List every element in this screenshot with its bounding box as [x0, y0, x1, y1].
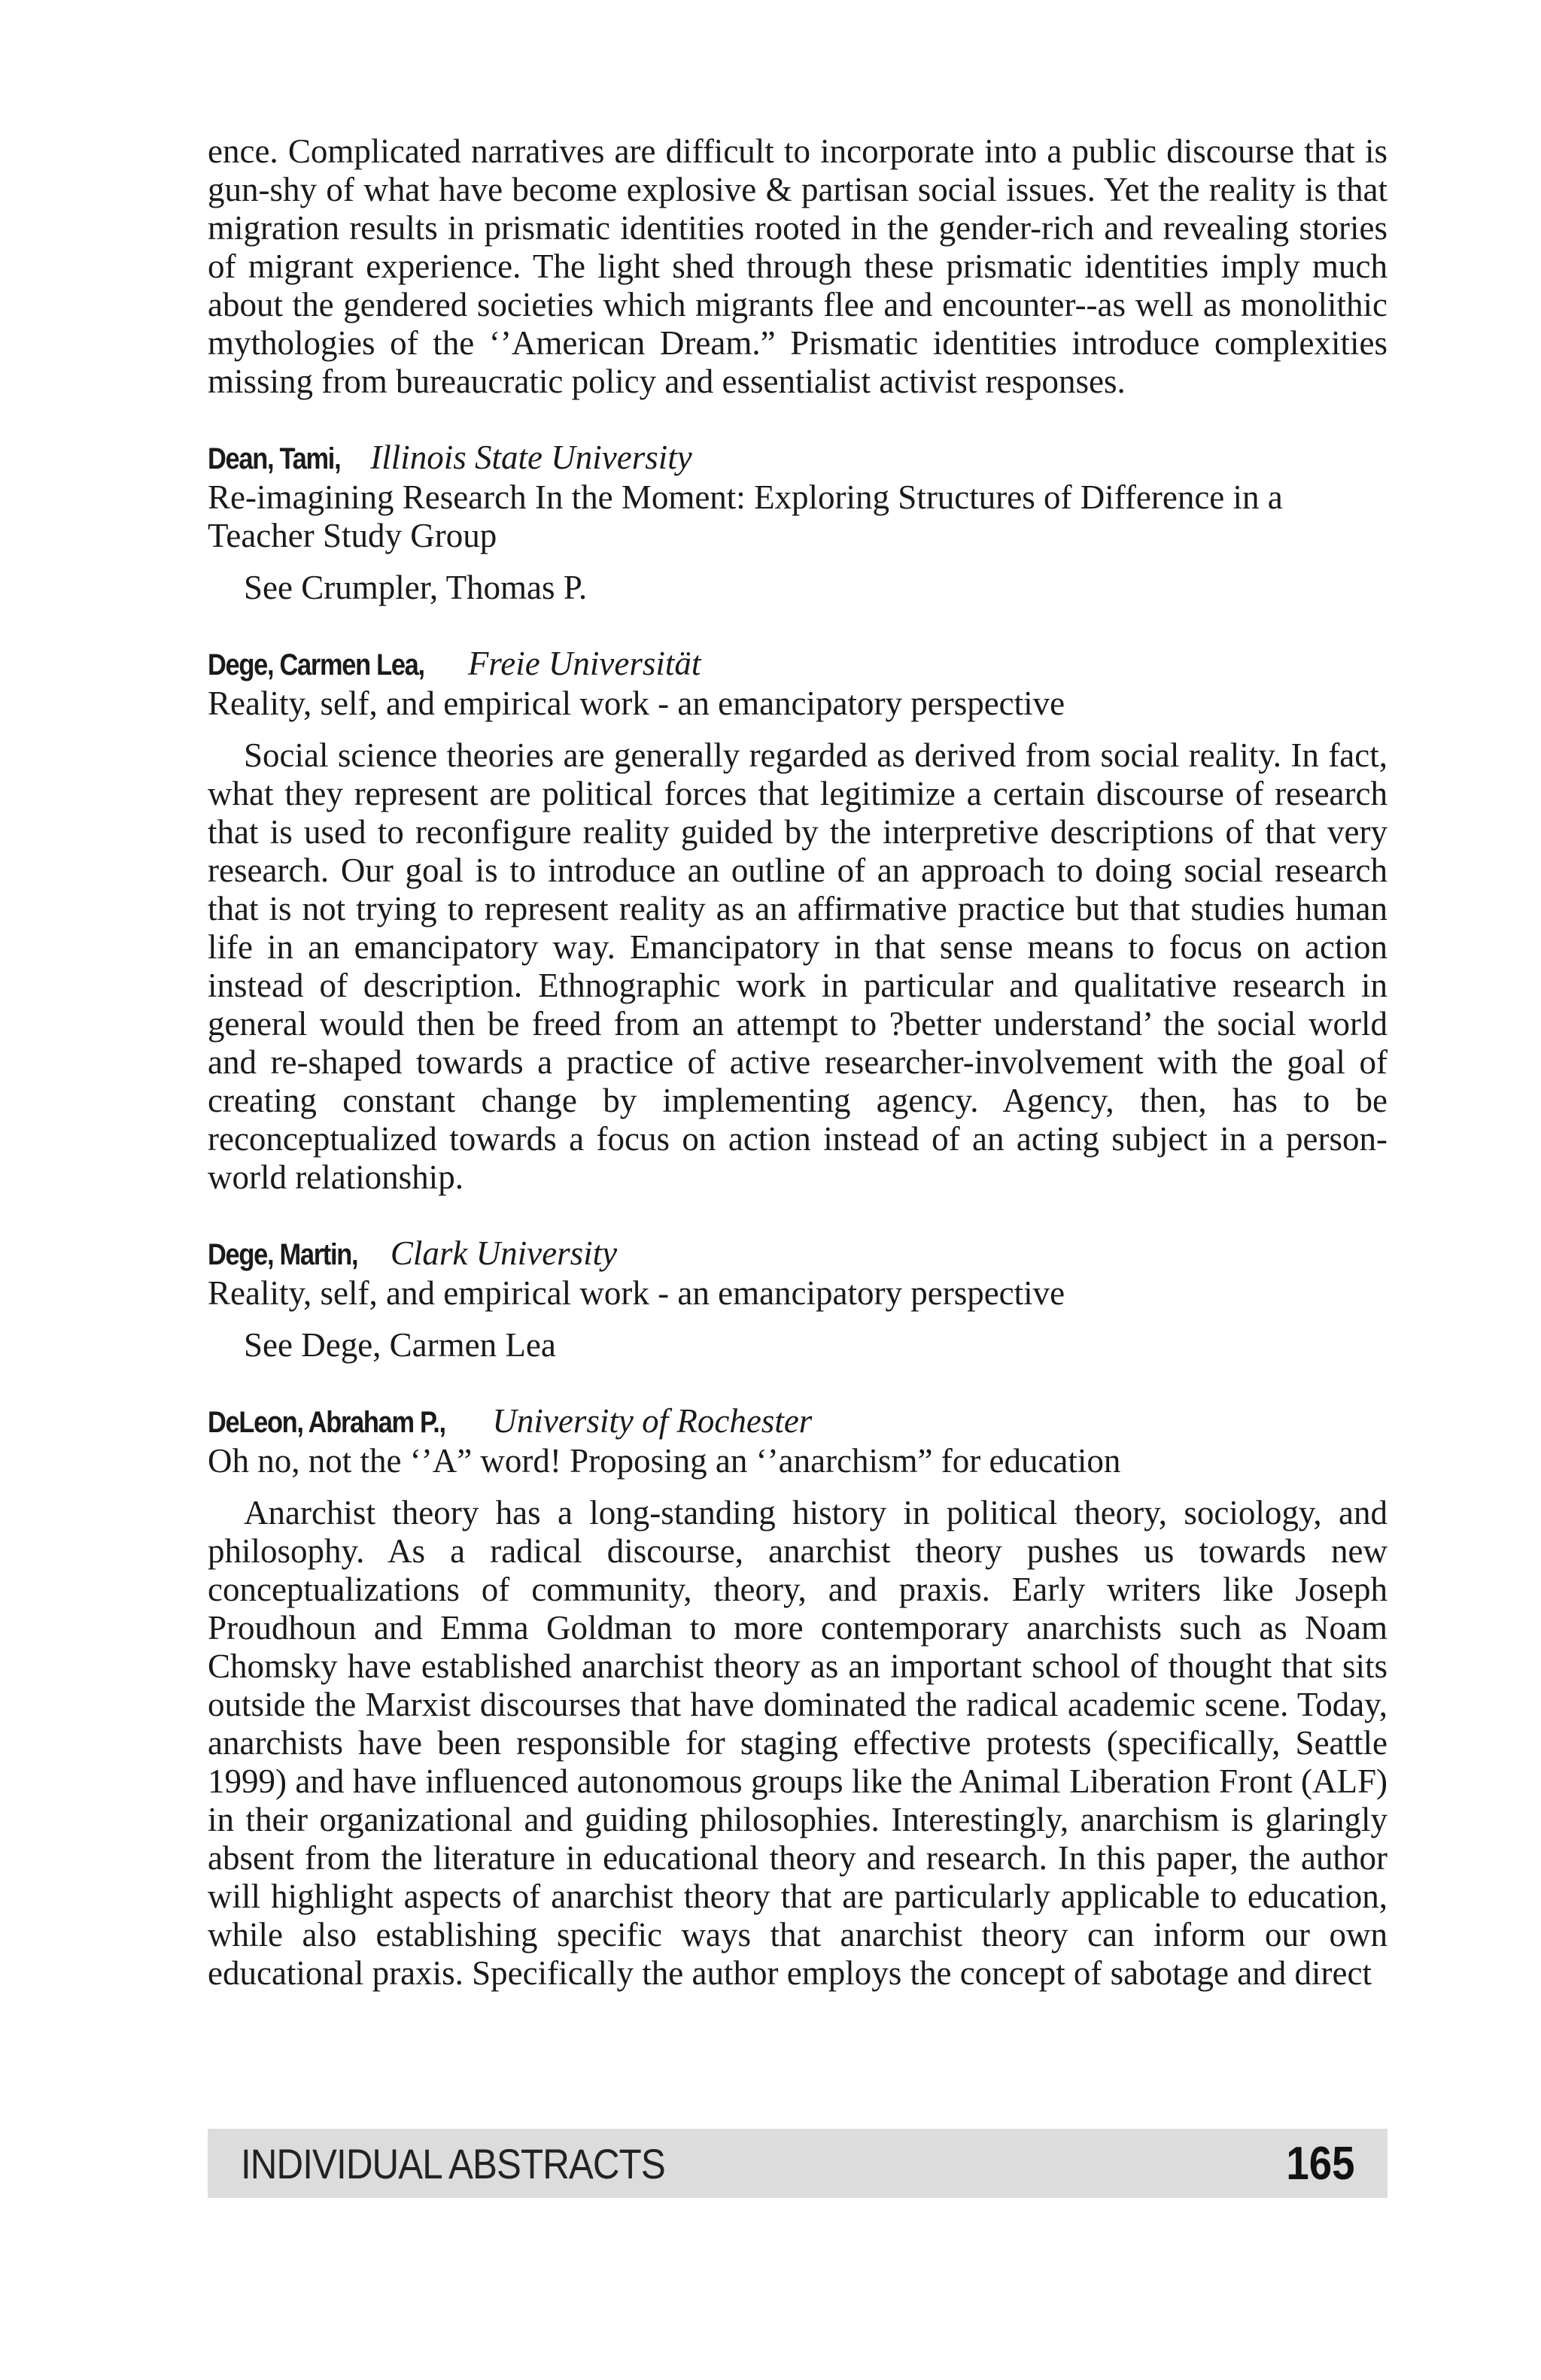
author-line [208, 1234, 1388, 1274]
page-number: 165 [1285, 2137, 1354, 2190]
author-affiliation: University of Rochester [492, 1402, 813, 1440]
abstract-title: Re-imagining Research In the Moment: Exploring Structures of Difference in a Teacher Study Group [208, 478, 1283, 554]
author-name: Dean, Tami, [208, 442, 341, 475]
author-line [208, 439, 1388, 478]
page-content [208, 132, 1388, 1993]
author-affiliation: Freie Universität [467, 645, 701, 682]
continued-abstract-paragraph: ence. Complicated narratives are difficult to incorporate into a public discourse that is gun-shy of what have become explosive & partisan social issues. Yet the reality is that migration results in prismatic identities rooted in the gender-rich and revealing stories of migrant experience. The light shed through these prismatic identities imply much about the gendered societies which migrants flee and encounter--as well as monolithic mythologies of the ‘’American Dream.” Prismatic identities introduce complexities missing from bureaucratic policy and essentialist activist responses. [208, 132, 1388, 400]
abstract-entry [208, 1234, 1388, 1365]
see-reference: See Crumpler, Thomas P. [244, 569, 588, 606]
abstract-body: Social science theories are generally regarded as derived from social reality. In fact, what they represent are political forces that legitimize a certain discourse of research that is used to reconfigure reality guided by the interpretive descriptions of that very research. Our goal is to introduce an outline of an approach to doing social research that is not trying to represent reality as an affirmative practice but that studies human life in an emancipatory way. Emancipatory in that sense means to focus on action instead of description. Ethnographic work in particular and qualitative research in general would then be freed from an attempt to ?better understand’ the social world and re-shaped towards a practice of active researcher-involvement with the goal of creating constant change by implementing agency. Agency, then, has to be reconceptualized towards a focus on action instead of an acting subject in a person-world relationship. [208, 736, 1388, 1196]
abstract-entry [208, 1402, 1388, 1993]
author-line [208, 1402, 1388, 1442]
section-label: INDIVIDUAL ABSTRACTS [241, 2139, 665, 2187]
author-name: DeLeon, Abraham P., [208, 1406, 445, 1439]
abstract-entry [208, 645, 1388, 1197]
page-footer-bar [208, 2129, 1388, 2198]
author-affiliation: Illinois State University [370, 439, 692, 476]
see-reference: See Dege, Carmen Lea [244, 1326, 556, 1364]
abstract-body: Anarchist theory has a long-standing history in political theory, sociology, and philosophy. As a radical discourse, anarchist theory pushes us towards new conceptualizations of community, theory, and praxis. Early writers like Joseph Proudhoun and Emma Goldman to more contemporary anarchists such as Noam Chomsky have established anarchist theory as an important school of thought that sits outside the Marxist discourses that have dominated the radical academic scene. Today, anarchists have been responsible for staging effective protests (specifically, Seattle 1999) and have influenced autonomous groups like the Animal Liberation Front (ALF) in their organizational and guiding philosophies. Interestingly, anarchism is glaringly absent from the literature in educational theory and research. In this paper, the author will highlight aspects of anarchist theory that are particularly applicable to education, while also establishing specific ways that anarchist theory can inform our own educational praxis. Specifically the author employs the concept of sabotage and direct [208, 1494, 1388, 1992]
abstract-title: Oh no, not the ‘’A” word! Proposing an ‘’anarchism” for education [208, 1442, 1121, 1480]
author-line [208, 645, 1388, 685]
author-name: Dege, Carmen Lea, [208, 648, 424, 682]
abstract-entry [208, 439, 1388, 607]
author-name: Dege, Martin, [208, 1238, 358, 1271]
abstract-title: Reality, self, and empirical work - an emancipatory perspective [208, 1274, 1065, 1312]
abstract-title: Reality, self, and empirical work - an emancipatory perspective [208, 685, 1065, 722]
author-affiliation: Clark University [390, 1234, 618, 1272]
